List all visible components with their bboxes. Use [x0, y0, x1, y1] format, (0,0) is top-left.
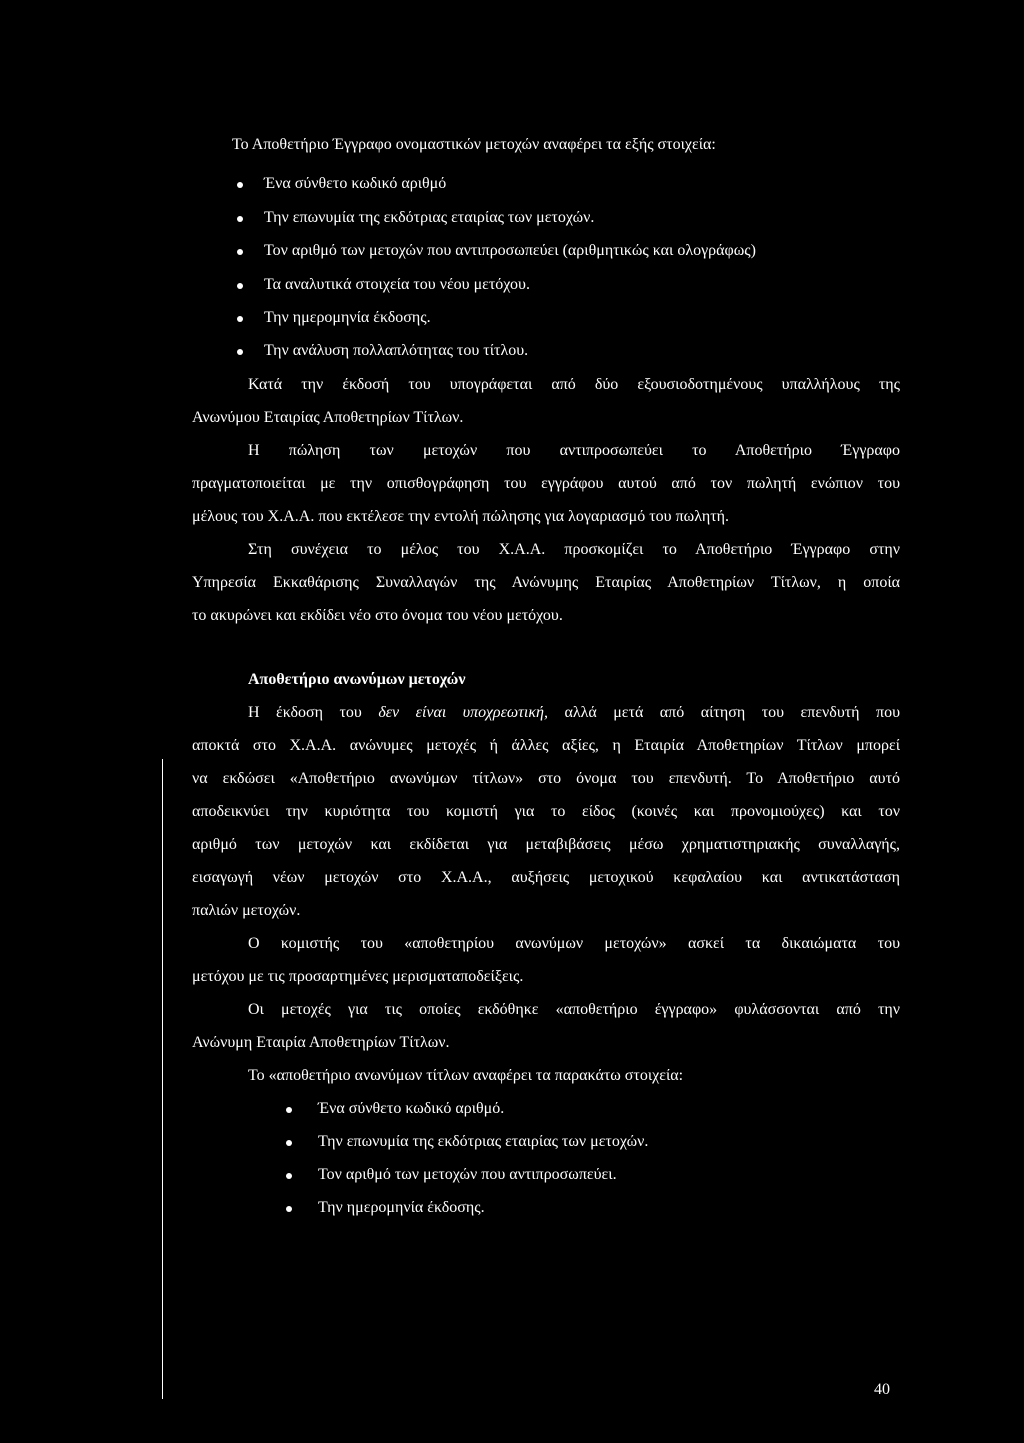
- list-item: Την ημερομηνία έκδοσης.: [318, 1199, 485, 1216]
- paragraph-line: να εκδώσει «Αποθετήριο ανωνύμων τίτλων» στο όνομα του επενδυτή. Το Αποθετήριο αυτό: [192, 770, 900, 787]
- paragraph-line: Ανωνύμου Εταιρίας Αποθετηρίων Τίτλων.: [192, 409, 464, 426]
- list-item: Την επωνυμία της εκδότριας εταιρίας των μετοχών.: [264, 209, 595, 226]
- bullet-icon: [286, 1140, 292, 1146]
- paragraph-line: Κατά την έκδοσή του υπογράφεται από δύο εξουσιοδοτημένους υπαλλήλους της: [248, 376, 900, 393]
- paragraph-line: παλιών μετοχών.: [192, 902, 301, 919]
- list-item: Τον αριθμό των μετοχών που αντιπροσωπεύει (αριθμητικώς και ολογράφως): [264, 242, 756, 259]
- paragraph-line: Υπηρεσία Εκκαθάρισης Συναλλαγών της Ανώνυμης Εταιρίας Αποθετηρίων Τίτλων, η οποία: [192, 574, 900, 591]
- list-item: Την ημερομηνία έκδοσης.: [264, 309, 431, 326]
- list-item: Την επωνυμία της εκδότριας εταιρίας των μετοχών.: [318, 1133, 649, 1150]
- paragraph-line: μέλους του Χ.Α.Α. που εκτέλεσε την εντολή πώλησης για λογαριασμό του πωλητή.: [192, 508, 729, 525]
- bullet-icon: [237, 182, 243, 188]
- paragraph-line: Η πώληση των μετοχών που αντιπροσωπεύει το Αποθετήριο Έγγραφο: [248, 442, 900, 459]
- paragraph-line: Ο κομιστής του «αποθετηρίου ανωνύμων μετοχών» ασκεί τα δικαιώματα του: [248, 935, 900, 952]
- bullet-icon: [286, 1107, 292, 1113]
- emphasis-text: δεν είναι υποχρεωτική,: [378, 704, 548, 721]
- intro-line-1: Το Αποθετήριο Έγγραφο ονομαστικών μετοχών αναφέρει τα εξής στοιχεία:: [232, 136, 716, 153]
- bullet-icon: [237, 349, 243, 355]
- bullet-icon: [237, 316, 243, 322]
- paragraph-line: Ανώνυμη Εταιρία Αποθετηρίων Τίτλων.: [192, 1034, 450, 1051]
- intro-line-2: Το «αποθετήριο ανωνύμων τίτλων αναφέρει τα παρακάτω στοιχεία:: [248, 1067, 684, 1084]
- list-item: Τον αριθμό των μετοχών που αντιπροσωπεύει.: [318, 1166, 617, 1183]
- paragraph-line: [248, 703, 900, 723]
- paragraph-line: Στη συνέχεια το μέλος του Χ.Α.Α. προσκομίζει το Αποθετήριο Έγγραφο στην: [248, 541, 900, 558]
- paragraph-line: αριθμό των μετοχών και εκδίδεται για μεταβιβάσεις μέσω χρηματιστηριακής συναλλαγής,: [192, 836, 900, 853]
- paragraph-line: αποδεικνύει την κυριότητα του κομιστή για το είδος (κοινές και προνομιούχες) και τον: [192, 803, 900, 820]
- bullet-icon: [237, 283, 243, 289]
- list-item: Ένα σύνθετο κωδικό αριθμό.: [318, 1100, 505, 1117]
- paragraph-line: μετόχου με τις προσαρτημένες μερισματαποδείξεις.: [192, 968, 524, 985]
- paragraph-text: Η έκδοση του: [248, 704, 362, 721]
- paragraph-line: πραγματοποιείται με την οπισθογράφηση του εγγράφου αυτού από τον πωλητή ενώπιον του: [192, 475, 900, 492]
- section-heading: Αποθετήριο ανωνύμων μετοχών: [248, 671, 466, 688]
- paragraph-line: αποκτά στο Χ.Α.Α. ανώνυμες μετοχές ή άλλες αξίες, η Εταιρία Αποθετηρίων Τίτλων μπορεί: [192, 737, 900, 754]
- bullet-icon: [286, 1206, 292, 1212]
- bullet-icon: [286, 1173, 292, 1179]
- paragraph-text: αλλά μετά από αίτηση του επενδυτή που: [564, 704, 901, 721]
- list-item: Την ανάλυση πολλαπλότητας του τίτλου.: [264, 342, 529, 359]
- margin-rule: [162, 759, 163, 1399]
- bullet-icon: [237, 249, 243, 255]
- paragraph-line: το ακυρώνει και εκδίδει νέο στο όνομα του νέου μετόχου.: [192, 607, 563, 624]
- paragraph-line: εισαγωγή νέων μετοχών στο Χ.Α.Α., αυξήσεις μετοχικού κεφαλαίου και αντικατάσταση: [192, 869, 900, 886]
- list-item: Τα αναλυτικά στοιχεία του νέου μετόχου.: [264, 276, 530, 293]
- page-number: 40: [874, 1381, 890, 1398]
- bullet-icon: [237, 216, 243, 222]
- list-item: Ένα σύνθετο κωδικό αριθμό: [264, 175, 447, 192]
- paragraph-line: Οι μετοχές για τις οποίες εκδόθηκε «αποθετήριο έγγραφο» φυλάσσονται από την: [248, 1001, 900, 1018]
